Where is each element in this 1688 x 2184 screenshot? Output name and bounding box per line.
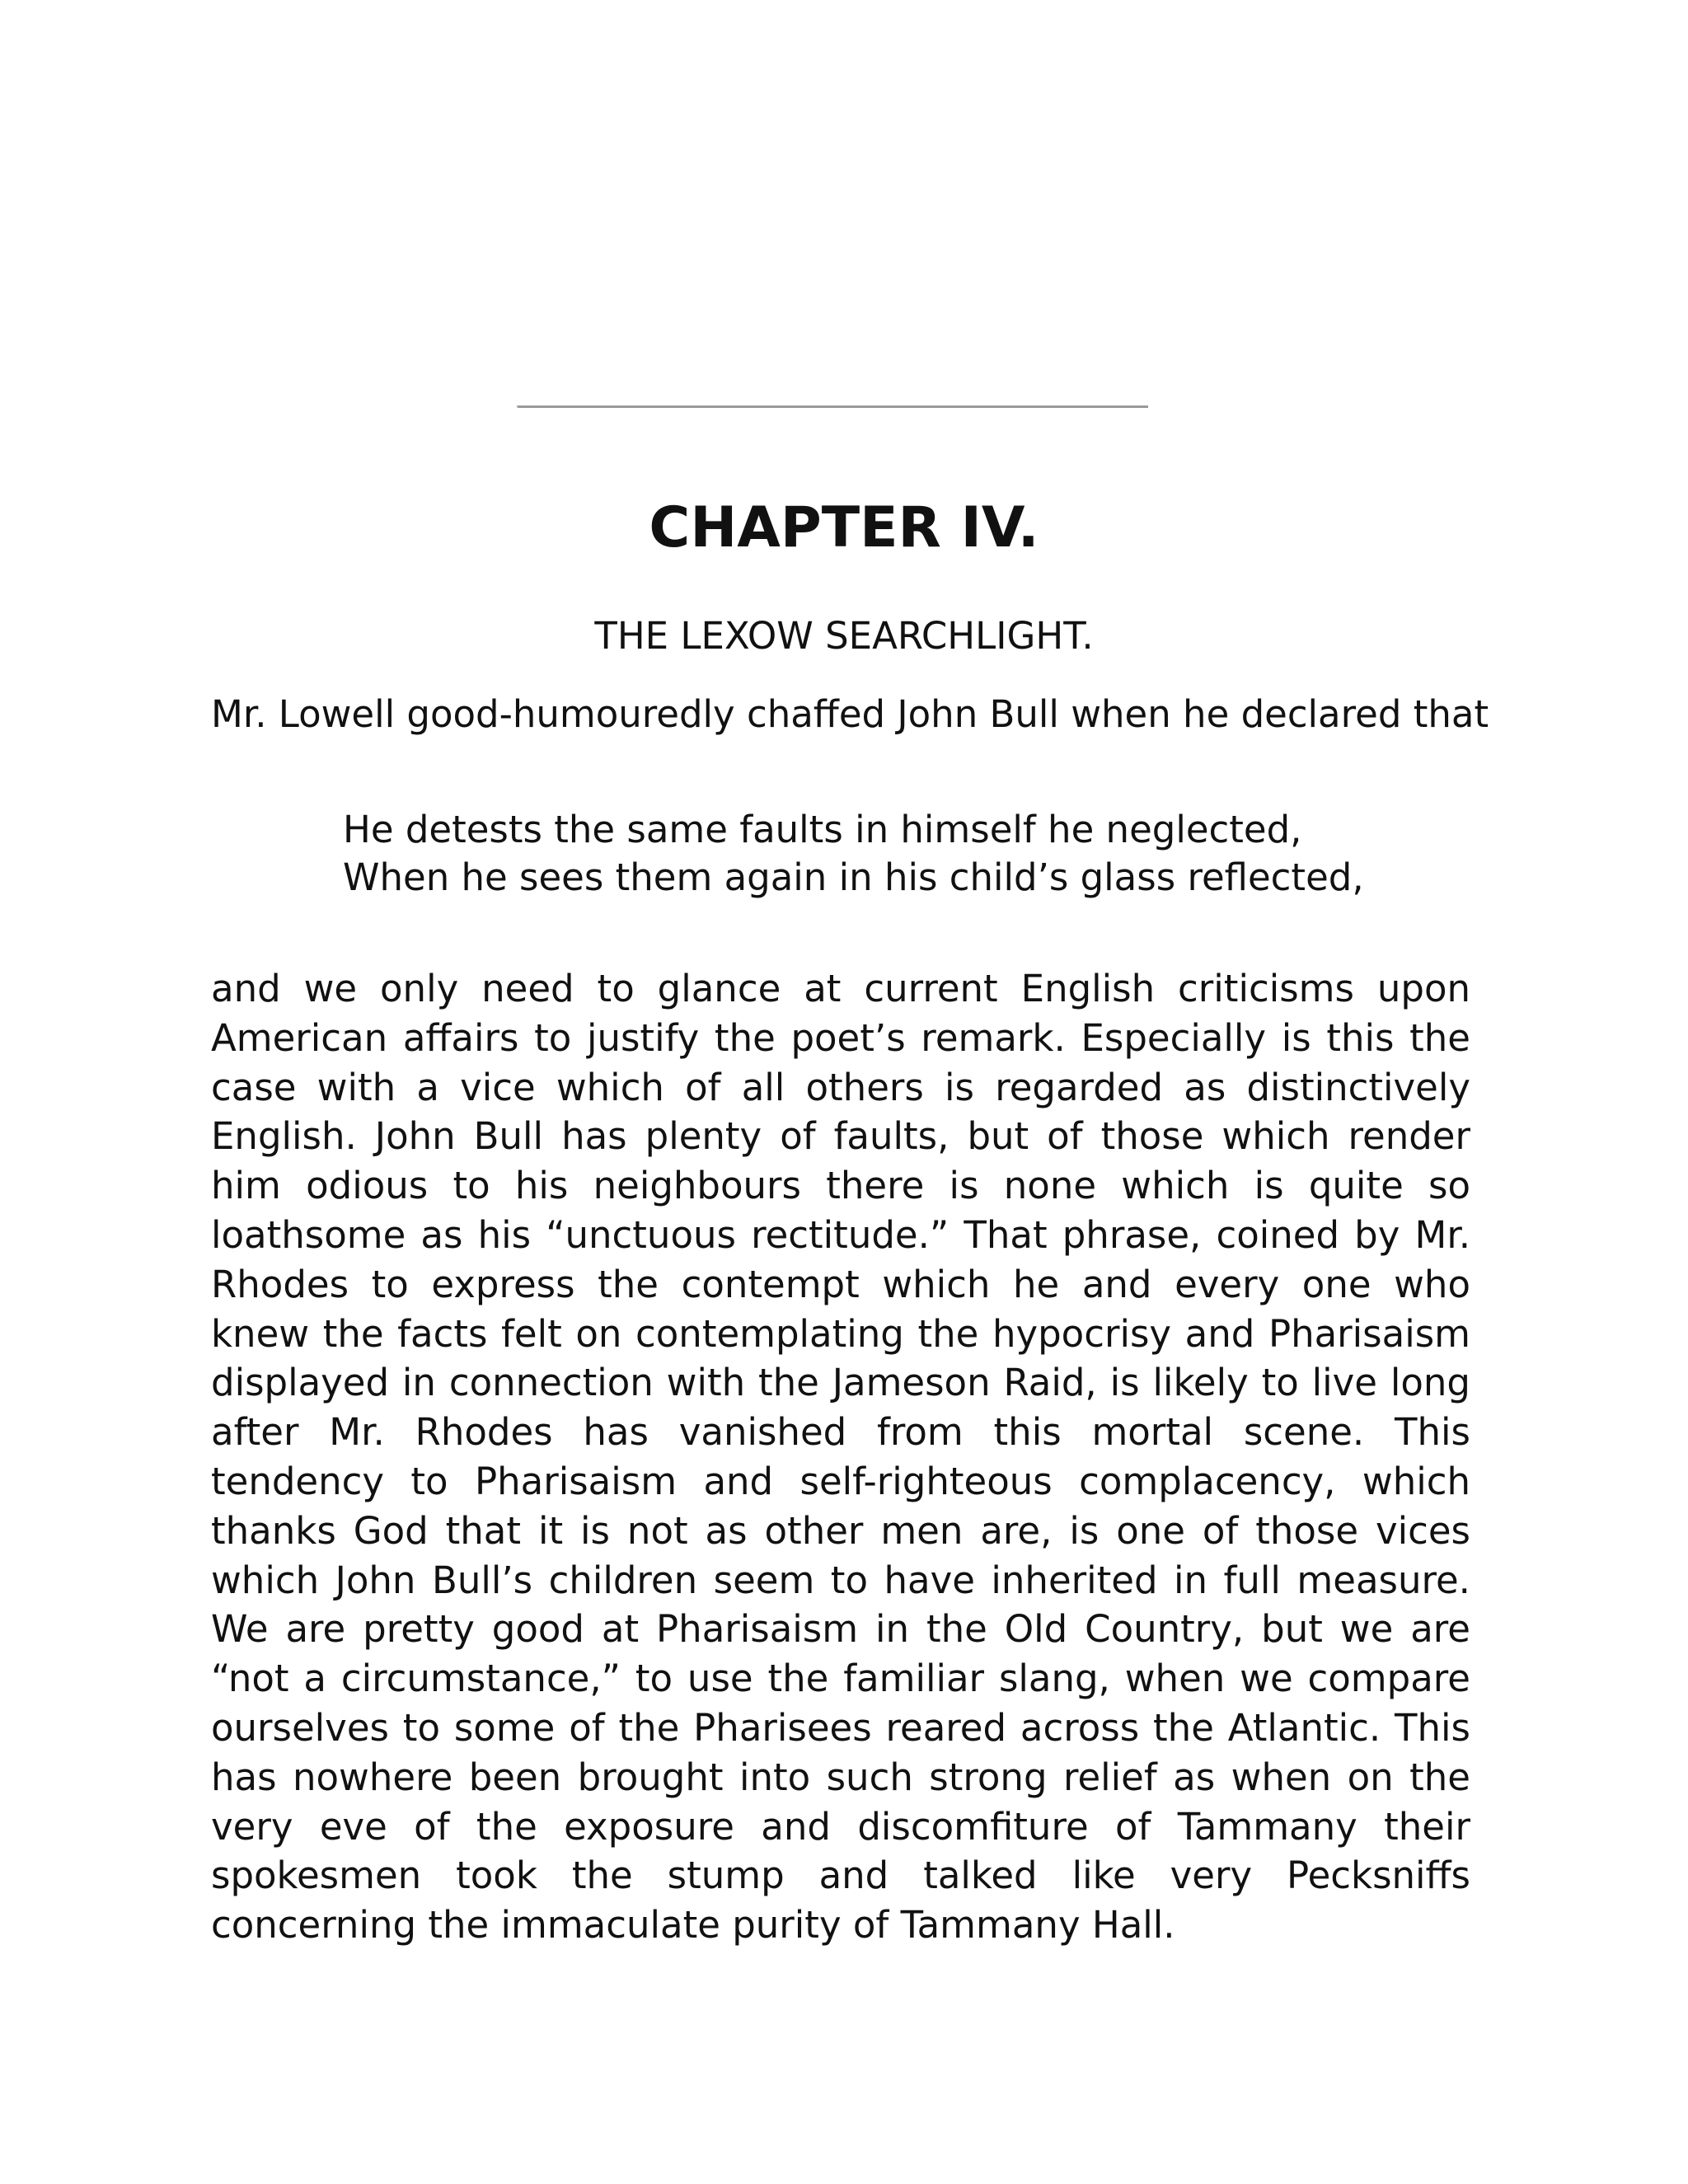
verse-line: When he sees them again in his child’s glass reflected, (343, 855, 1364, 899)
verse-line: He detests the same faults in himself he neglected, (343, 808, 1302, 851)
chapter-divider-rule (517, 405, 1148, 408)
chapter-title: CHAPTER IV. (649, 495, 1039, 560)
body-paragraph: and we only need to glance at current English criticisms upon American affairs to justify the poet’s remark. Especially is this the case with a vice which of all others is regarded as distinctively English. John Bull has plenty of faults, but of those which render him odious to his neighbours there is none which is quite so loathsome as his “unctuous rectitude.” That phrase, coined by Mr. Rhodes to express the contempt which he and every one who knew the facts felt on contemplating the hypocrisy and Pharisaism displayed in connection with the Jameson Raid, is likely to live long after Mr. Rhodes has vanished from this mortal scene. This tendency to Pharisaism and self-righteous complacency, which thanks God that it is not as other men are, is one of those vices which John Bull’s children seem to have inherited in full measure. We are pretty good at Pharisaism in the Old Country, but we are “not a circumstance,” to use the familiar slang, when we compare ourselves to some of the Pharisees reared across the Atlantic. This has nowhere been brought into such strong relief as when on the very eve of the exposure and discomfiture of Tammany their spokesmen took the stump and talked like very Pecksniffs concerning the immaculate purity of Tammany Hall. (211, 967, 1470, 1947)
intro-line: Mr. Lowell good-humouredly chaffed John Bull when he declared that (211, 692, 1489, 736)
chapter-subtitle: THE LEXOW SEARCHLIGHT. (594, 614, 1094, 658)
verse-quote (343, 806, 1364, 902)
